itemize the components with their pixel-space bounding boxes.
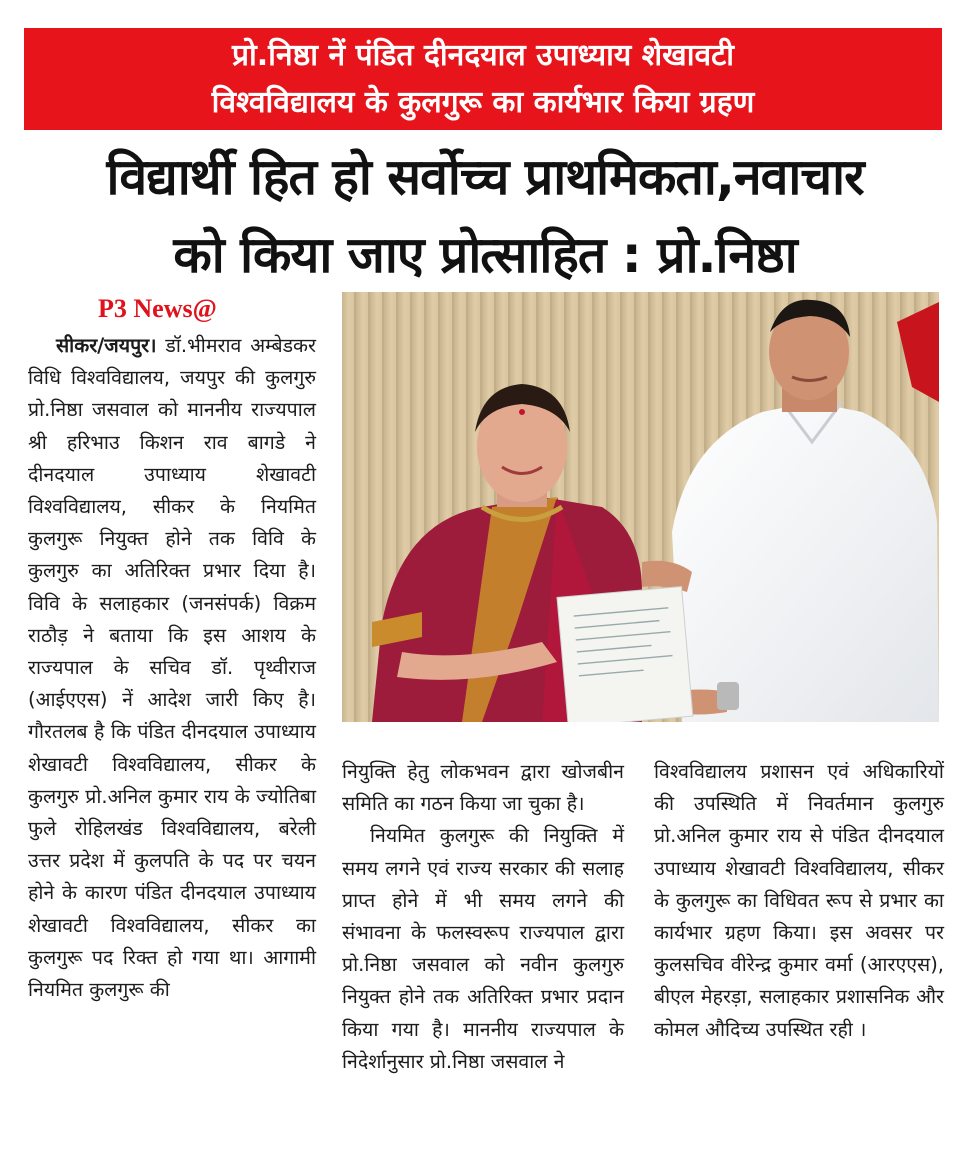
byline: P3 News@ <box>98 294 217 323</box>
column-1-text: डॉ.भीमराव अम्बेडकर विधि विश्वविद्यालय, जयपुर की कुलगुरु प्रो.निष्ठा जसवाल को माननीय राज्यपाल श्री हरिभाउ किशन राव बागडे ने दीनदयाल उपाध्याय शेखावटी विश्वविद्यालय, सीकर के नियमित कुलगुरू नियुक्त होने तक विवि के कुलगुरु का अतिरिक्त प्रभार दिया है। विवि के सलाहकार (जनसंपर्क) विक्रम राठौड़ ने बताया कि इस आशय के राज्यपाल के सचिव डॉ. पृथ्वीराज (आईएएस) नें आदेश जारी किए है। गौरतलब है कि पंडित दीनदयाल उपाध्याय शेखावटी विश्वविद्यालय, सीकर के कुलगुरु प्रो.अनिल कुमार राय के ज्योतिबा फुले रोहिलखंड विश्वविद्यालय, बरेली उत्तर प्रदेश में कुलपति के पद पर चयन होने के कारण पंडित दीनदयाल उपाध्याय शेखावटी विश्वविद्यालय, सीकर का कुलगुरू पद रिक्त हो गया था। आगामी नियमित कुलगुरू की <box>28 334 316 1002</box>
article-column-2 <box>342 756 624 1078</box>
banner-line-2: विश्वविद्यालय के कुलगुरू का कार्यभार किया ग्रहण <box>211 85 755 120</box>
top-banner <box>24 28 942 130</box>
headline-line-2: को किया जाए प्रोत्साहित : प्रो.निष्ठा <box>173 226 797 284</box>
headline <box>20 138 950 294</box>
banner-line-1: प्रो.निष्ठा नें पंडित दीनदयाल उपाध्याय शेखावटी <box>231 38 735 73</box>
photo-illustration <box>342 292 939 722</box>
article-column-3 <box>654 756 944 1046</box>
column-3-text: विश्वविद्यालय प्रशासन एवं अधिकारियों की उपस्थिति में निवर्तमान कुलगुरु प्रो.अनिल कुमार राय से पंडित दीनदयाल उपाध्याय शेखावटी विश्वविद्यालय, सीकर के कुलगुरू का विधिवत रूप से प्रभार का कार्यभार ग्रहण किया। इस अवसर पर कुलसचिव वीरेन्द्र कुमार वर्मा (आरएएस), बीएल मेहरड़ा, सलाहकार प्रशासनिक और कोमल औदिच्य उपस्थित रही । <box>654 760 944 1041</box>
article-column-1 <box>28 330 316 1006</box>
column-2-paragraph-2: नियमित कुलगुरू की नियुक्ति में समय लगने एवं राज्य सरकार की सलाह प्राप्त होने में भी समय लगने की संभावना के फलस्वरूप राज्यपाल द्वारा प्रो.निष्ठा जसवाल को नवीन कुलगुरु नियुक्त होने तक अतिरिक्त प्रभार प्रदान किया गया है। माननीय राज्यपाल के निदेर्शानुसार प्रो.निष्ठा जसवाल ने <box>342 824 624 1073</box>
news-photo <box>342 292 939 722</box>
dateline: सीकर/जयपुर। <box>56 334 157 357</box>
column-2-paragraph-1: नियुक्ति हेतु लोकभवन द्वारा खोजबीन समिति का गठन किया जा चुका है। <box>342 760 624 816</box>
headline-line-1: विद्यार्थी हित हो सर्वोच्च प्राथमिकता,नवाचार <box>106 148 864 206</box>
